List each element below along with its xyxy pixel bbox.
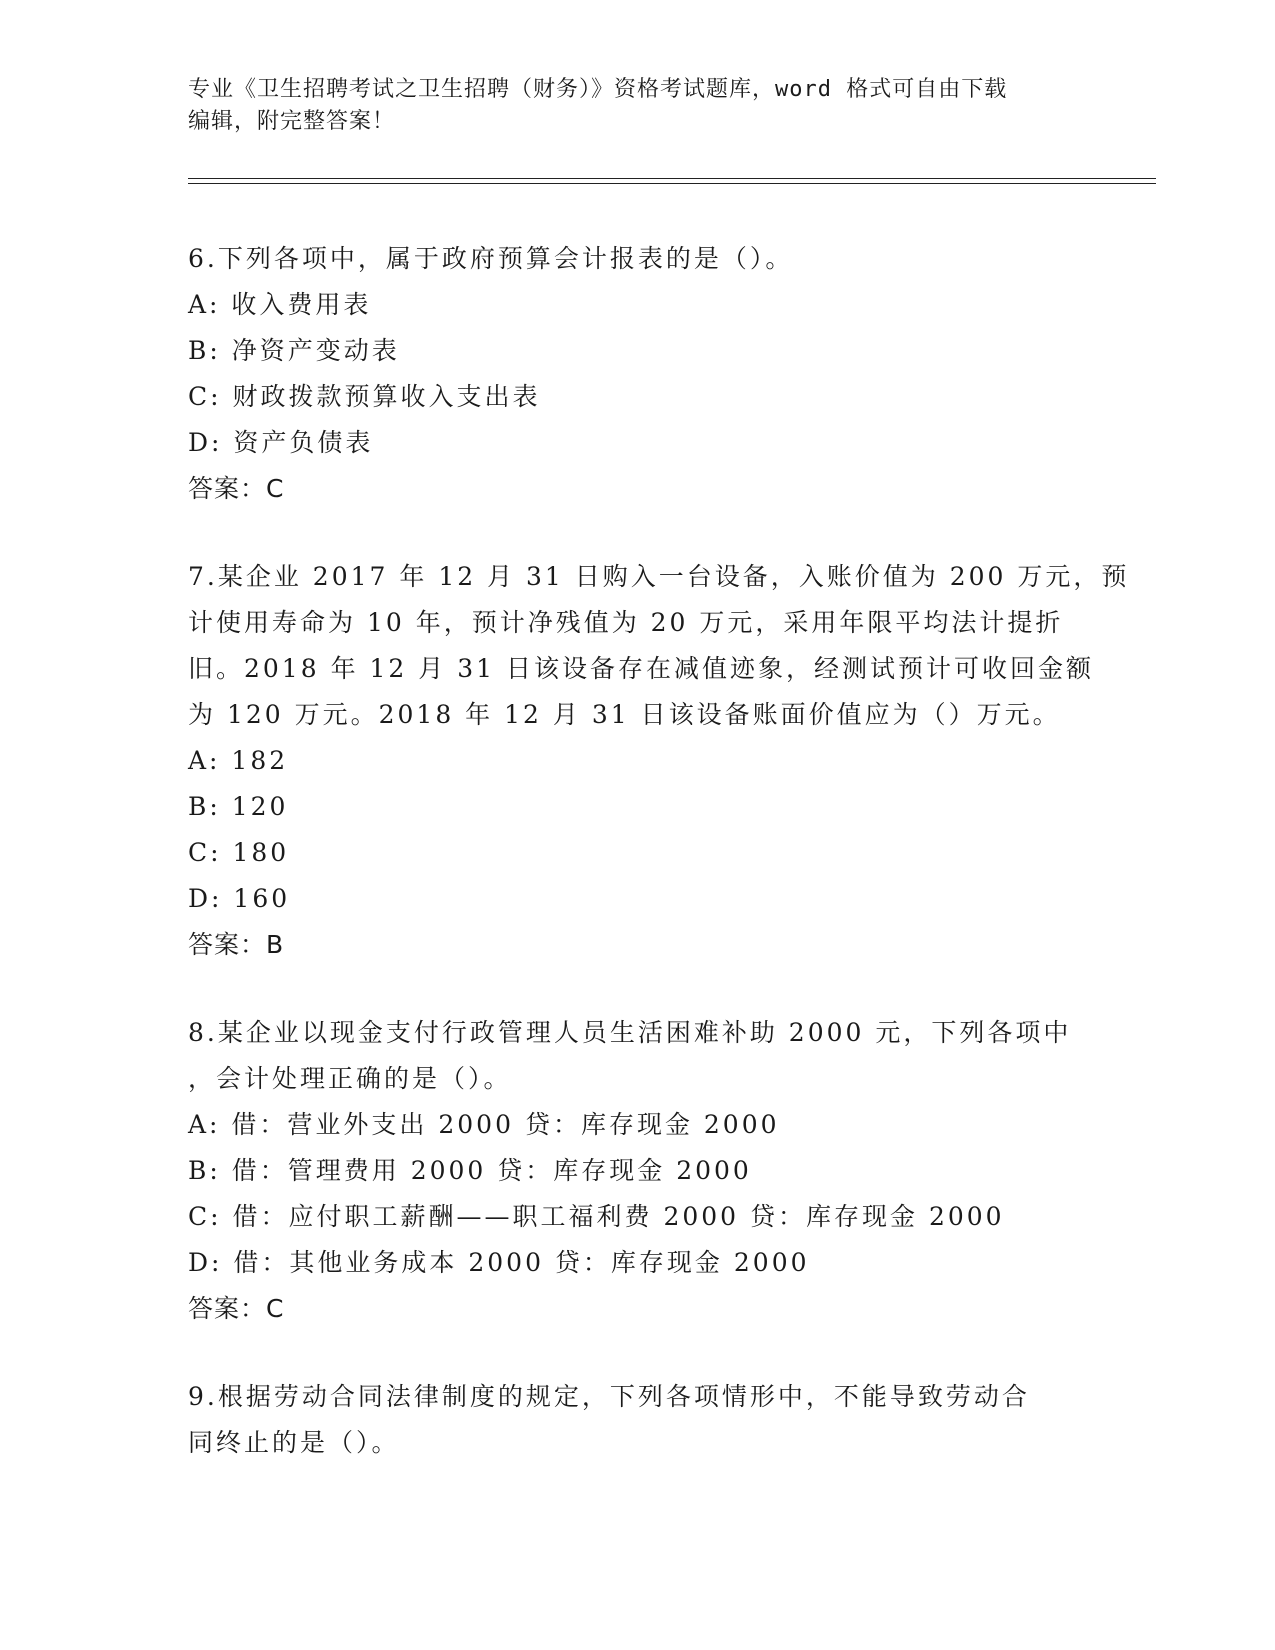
option-a: A: 借：营业外支出 2000 贷：库存现金 2000 (188, 1110, 780, 1139)
question-stem: 同终止的是（）。 (188, 1428, 400, 1457)
option-d: D: 借：其他业务成本 2000 贷：库存现金 2000 (188, 1248, 810, 1277)
question-8 (188, 1010, 1088, 1332)
answer: 答案：C (188, 474, 285, 503)
option-c: C: 180 (188, 838, 290, 867)
option-b: B: 120 (188, 792, 289, 821)
option-b: B: 净资产变动表 (188, 336, 400, 365)
question-stem: ，会计处理正确的是（）。 (188, 1064, 512, 1093)
question-stem: 6.下列各项中，属于政府预算会计报表的是（）。 (188, 244, 794, 273)
question-stem: 8.某企业以现金支付行政管理人员生活困难补助 2000 元，下列各项中 (188, 1018, 1072, 1047)
answer: 答案：C (188, 1294, 285, 1323)
question-stem: 9.根据劳动合同法律制度的规定，下列各项情形中，不能导致劳动合 (188, 1382, 1030, 1411)
header-divider-top (188, 178, 1156, 179)
option-d: D: 资产负债表 (188, 428, 374, 457)
option-a: A: 182 (188, 746, 289, 775)
header-line-2: 编辑，附完整答案！ (188, 109, 396, 134)
option-d: D: 160 (188, 884, 291, 913)
answer: 答案：B (188, 930, 285, 959)
question-stem: 计使用寿命为 10 年，预计净残值为 20 万元，采用年限平均法计提折 (188, 608, 1064, 637)
document-header (188, 74, 1088, 138)
question-stem: 为 120 万元。2018 年 12 月 31 日该设备账面价值应为（）万元。 (188, 700, 1061, 729)
header-divider-bottom (188, 183, 1156, 184)
question-9 (188, 1374, 1088, 1466)
question-list (188, 236, 1130, 1508)
option-c: C: 财政拨款预算收入支出表 (188, 382, 541, 411)
question-6 (188, 236, 1088, 512)
question-stem: 旧。2018 年 12 月 31 日该设备存在减值迹象，经测试预计可收回金额 (188, 654, 1094, 683)
option-c: C: 借：应付职工薪酬——职工福利费 2000 贷：库存现金 2000 (188, 1202, 1005, 1231)
question-7 (188, 554, 1130, 968)
header-line-1: 专业《卫生招聘考试之卫生招聘（财务）》资格考试题库，word 格式可自由下载 (188, 77, 1008, 102)
question-stem: 7.某企业 2017 年 12 月 31 日购入一台设备，入账价值为 200 万元，预 (188, 562, 1130, 591)
option-b: B: 借：管理费用 2000 贷：库存现金 2000 (188, 1156, 752, 1185)
option-a: A: 收入费用表 (188, 290, 372, 319)
